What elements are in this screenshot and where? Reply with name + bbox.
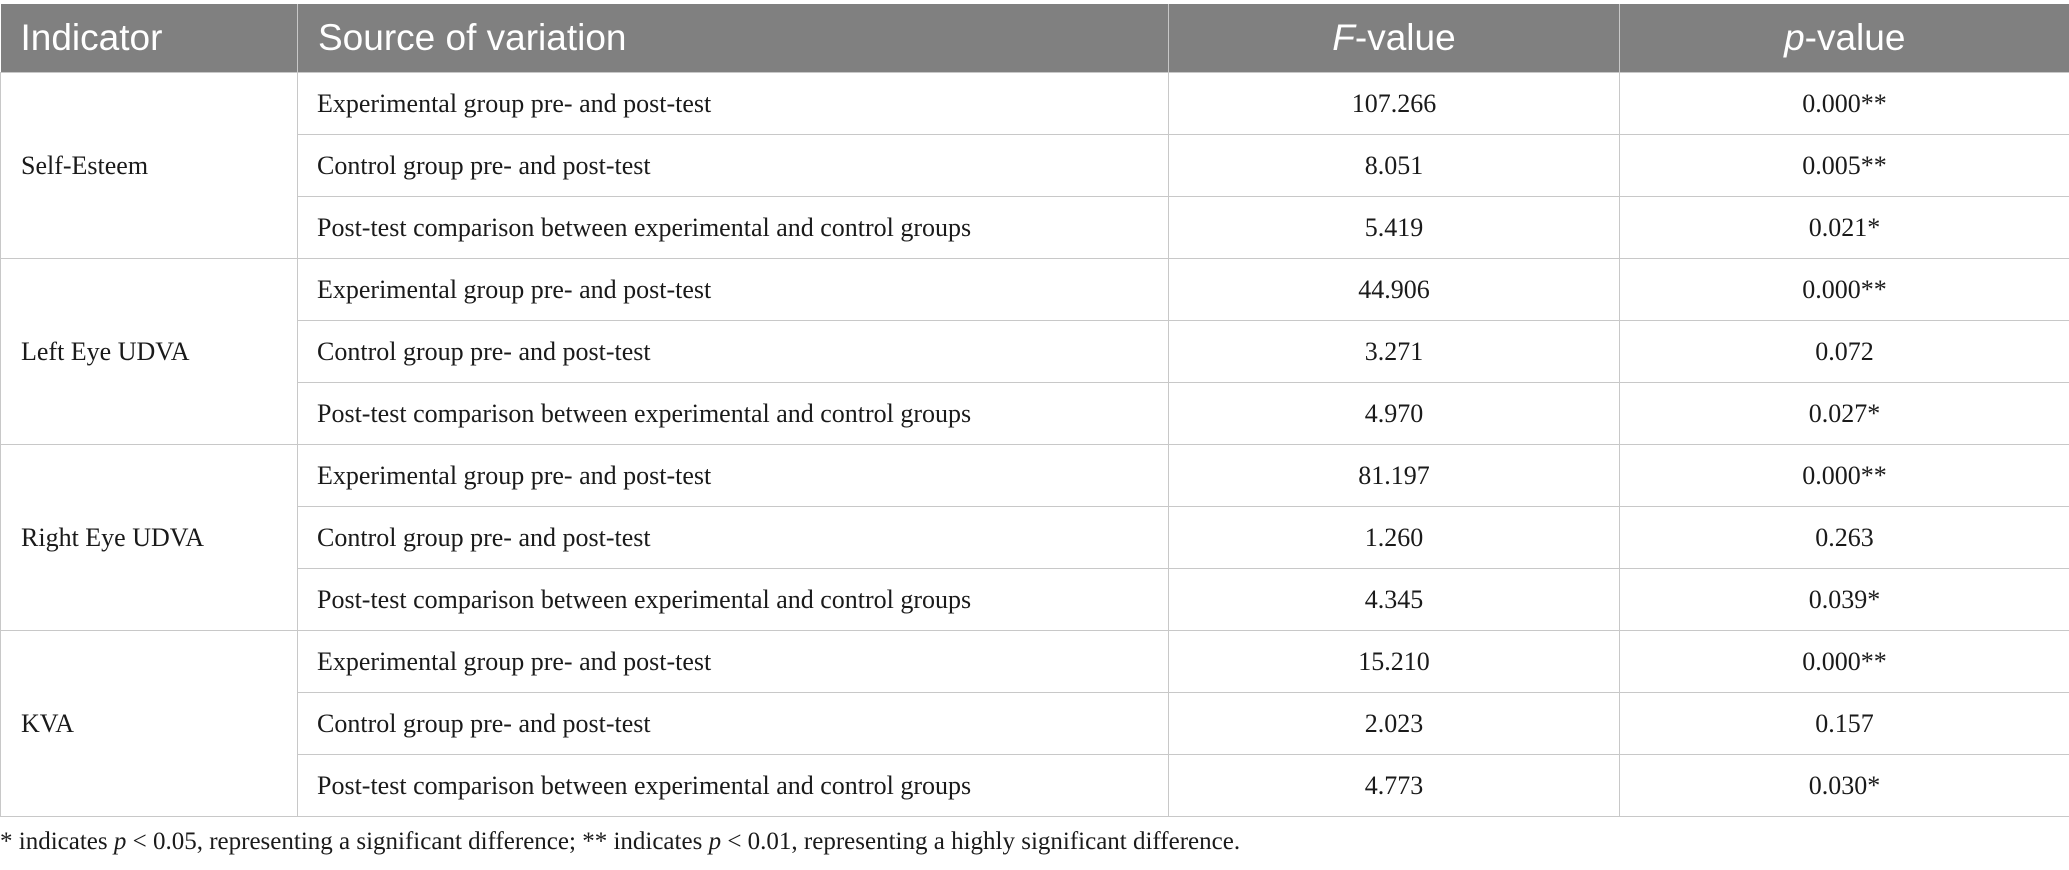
f-value-cell: 8.051 [1169, 135, 1620, 197]
source-cell: Experimental group pre- and post-test [298, 445, 1169, 507]
source-cell: Control group pre- and post-test [298, 693, 1169, 755]
source-cell: Post-test comparison between experimental and control groups [298, 755, 1169, 817]
source-cell: Post-test comparison between experimental and control groups [298, 197, 1169, 259]
p-value-cell: 0.000** [1620, 445, 2069, 507]
f-value-cell: 44.906 [1169, 259, 1620, 321]
table-body [1, 73, 2069, 817]
table-row [1, 755, 2069, 817]
footnote-p-symbol-2: p [708, 828, 722, 855]
f-value-cell: 4.970 [1169, 383, 1620, 445]
table-row [1, 73, 2069, 135]
source-cell: Post-test comparison between experimental and control groups [298, 569, 1169, 631]
source-cell: Post-test comparison between experimental and control groups [298, 383, 1169, 445]
header-source: Source of variation [298, 4, 1169, 73]
p-value-cell: 0.039* [1620, 569, 2069, 631]
source-cell: Experimental group pre- and post-test [298, 259, 1169, 321]
p-value-cell: 0.157 [1620, 693, 2069, 755]
header-f-suffix: -value [1354, 17, 1456, 58]
table-row [1, 135, 2069, 197]
table-row [1, 445, 2069, 507]
indicator-cell: Right Eye UDVA [1, 445, 298, 631]
table-row [1, 569, 2069, 631]
source-cell: Experimental group pre- and post-test [298, 73, 1169, 135]
table-footnote [0, 828, 1240, 856]
indicator-cell: Self-Esteem [1, 73, 298, 259]
header-p-value [1620, 4, 2069, 73]
f-value-cell: 2.023 [1169, 693, 1620, 755]
f-value-cell: 4.345 [1169, 569, 1620, 631]
footnote-text-2: < 0.05, representing a significant difference; ** indicates [126, 828, 709, 855]
indicator-cell: Left Eye UDVA [1, 259, 298, 445]
f-value-cell: 15.210 [1169, 631, 1620, 693]
source-cell: Experimental group pre- and post-test [298, 631, 1169, 693]
footnote-text-3: < 0.01, representing a highly significant difference. [721, 828, 1241, 855]
f-value-cell: 3.271 [1169, 321, 1620, 383]
p-value-cell: 0.000** [1620, 259, 2069, 321]
table-row [1, 693, 2069, 755]
table-row [1, 197, 2069, 259]
results-table [0, 4, 2069, 817]
p-value-cell: 0.263 [1620, 507, 2069, 569]
header-f-value [1169, 4, 1620, 73]
p-value-cell: 0.030* [1620, 755, 2069, 817]
source-cell: Control group pre- and post-test [298, 507, 1169, 569]
header-p-suffix: -value [1804, 17, 1906, 58]
p-value-cell: 0.000** [1620, 631, 2069, 693]
header-p-symbol: p [1784, 17, 1805, 58]
f-value-cell: 81.197 [1169, 445, 1620, 507]
p-value-cell: 0.072 [1620, 321, 2069, 383]
f-value-cell: 1.260 [1169, 507, 1620, 569]
table-row [1, 383, 2069, 445]
source-cell: Control group pre- and post-test [298, 135, 1169, 197]
table-row [1, 321, 2069, 383]
p-value-cell: 0.000** [1620, 73, 2069, 135]
header-indicator: Indicator [1, 4, 298, 73]
footnote-text-1: * indicates [0, 828, 114, 855]
p-value-cell: 0.027* [1620, 383, 2069, 445]
table-row [1, 507, 2069, 569]
indicator-cell: KVA [1, 631, 298, 817]
p-value-cell: 0.021* [1620, 197, 2069, 259]
table-row [1, 631, 2069, 693]
f-value-cell: 4.773 [1169, 755, 1620, 817]
p-value-cell: 0.005** [1620, 135, 2069, 197]
source-cell: Control group pre- and post-test [298, 321, 1169, 383]
header-row [1, 4, 2069, 73]
table-row [1, 259, 2069, 321]
f-value-cell: 5.419 [1169, 197, 1620, 259]
header-f-symbol: F [1332, 17, 1355, 58]
f-value-cell: 107.266 [1169, 73, 1620, 135]
footnote-p-symbol-1: p [113, 828, 127, 855]
table-header [1, 4, 2069, 73]
